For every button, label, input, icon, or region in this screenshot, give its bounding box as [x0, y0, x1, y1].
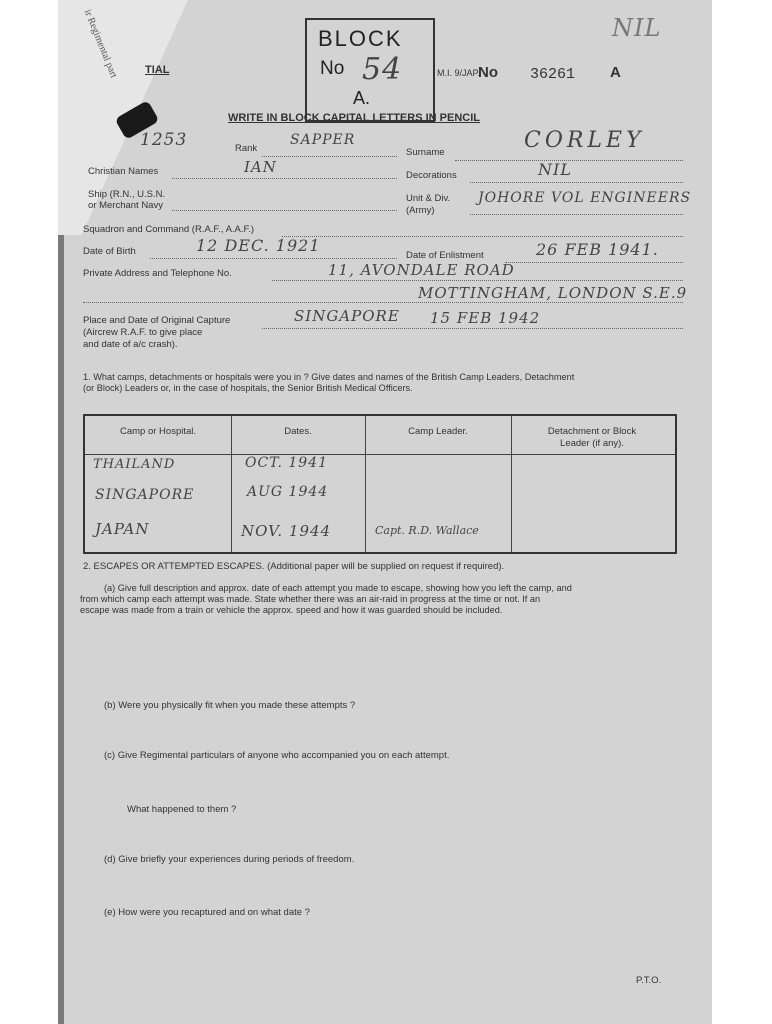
squadron-label: Squadron and Command (R.A.F., A.A.F.)	[83, 224, 255, 235]
capture-label-line2: (Aircrew R.A.F. to give place	[83, 327, 203, 338]
row3-leader: Capt. R.D. Wallace	[375, 524, 479, 537]
rank-value: SAPPER	[290, 132, 356, 148]
q2e-text: (e) How were you recaptured and on what date ?	[104, 907, 310, 918]
block-number-handwritten: 54	[362, 52, 403, 87]
mi-reference: M.I. 9/JAP/	[437, 68, 482, 78]
row1-camp: THAILAND	[93, 457, 176, 472]
serial-number: 36261	[530, 66, 576, 83]
serial-suffix: A	[610, 64, 621, 81]
christian-names-label: Christian Names	[88, 166, 159, 177]
row3-camp: JAPAN	[95, 520, 150, 538]
surname-value: CORLEY	[524, 128, 645, 153]
tial-text: TIAL	[145, 64, 170, 76]
nil-handwritten-top: NIL	[612, 14, 662, 42]
capture-label-line1: Place and Date of Original Capture	[83, 315, 231, 326]
block-label: BLOCK	[318, 26, 403, 51]
q2a-line1: (a) Give full description and approx. date of each attempt you made to escape, showing how you left the camp, and	[104, 583, 572, 593]
capture-label-line3: and date of a/c crash).	[83, 339, 178, 350]
address-label: Private Address and Telephone No.	[83, 268, 232, 279]
enlistment-label: Date of Enlistment	[406, 250, 484, 261]
instruction-heading: WRITE IN BLOCK CAPITAL LETTERS IN PENCIL	[228, 112, 480, 124]
dob-label: Date of Birth	[83, 246, 136, 257]
q2b-text: (b) Were you physically fit when you made these attempts ?	[104, 700, 356, 711]
q1-text-line1: 1. What camps, detachments or hospitals were you in ? Give dates and names of the British Camp Leaders, Detachment	[83, 372, 575, 382]
row2-date: AUG 1944	[247, 484, 329, 500]
col-header-detachment-2: Leader (if any).	[560, 438, 624, 449]
q2a-line3: escape was made from a train or vehicle the approx. speed and how it was guarded should be included.	[80, 605, 503, 615]
capture-place: SINGAPORE	[294, 307, 400, 325]
service-number-handwritten: 1253	[140, 130, 188, 150]
row3-date: NOV. 1944	[241, 522, 332, 540]
capture-date: 15 FEB 1942	[430, 309, 541, 327]
q1-text-line2: (or Block) Leaders or, in the case of hospitals, the Senior British Medical Officers.	[83, 383, 413, 393]
surname-label: Surname	[406, 147, 445, 158]
ship-label-line1: Ship (R.N., U.S.N.	[88, 189, 166, 200]
serial-no-label: No	[478, 64, 498, 81]
q2c-text: (c) Give Regimental particulars of anyone who accompanied you on each attempt.	[104, 750, 450, 761]
block-letter: A.	[353, 88, 371, 108]
rank-label: Rank	[235, 143, 258, 154]
fold-corner-text: ir Regimental part	[81, 8, 120, 80]
decorations-label: Decorations	[406, 170, 457, 181]
christian-names-value: IAN	[244, 158, 277, 176]
unit-value: JOHORE VOL ENGINEERS	[478, 190, 692, 206]
address-line1: 11, AVONDALE ROAD	[328, 261, 515, 279]
ship-label-line2: or Merchant Navy	[88, 200, 163, 211]
dob-value: 12 DEC. 1921	[196, 236, 321, 255]
block-no-label: No	[320, 58, 345, 79]
unit-label-line2: (Army)	[406, 205, 435, 216]
col-header-camp-leader: Camp Leader.	[408, 426, 468, 437]
decorations-value: NIL	[538, 160, 572, 179]
q2c-subtext: What happened to them ?	[127, 804, 237, 815]
row1-date: OCT. 1941	[245, 455, 328, 471]
col-header-camp: Camp or Hospital.	[119, 426, 197, 437]
camps-table	[83, 414, 677, 554]
enlistment-value: 26 FEB 1941.	[536, 240, 659, 259]
q2-title: 2. ESCAPES OR ATTEMPTED ESCAPES. (Additional paper will be supplied on request if required).	[83, 561, 505, 572]
address-line2: MOTTINGHAM, LONDON S.E.9	[418, 284, 688, 302]
q2d-text: (d) Give briefly your experiences during periods of freedom.	[104, 854, 355, 865]
col-header-detachment-1: Detachment or Block	[547, 426, 637, 437]
col-header-dates: Dates.	[284, 426, 312, 437]
unit-label-line1: Unit & Div.	[406, 193, 451, 204]
pto-text: P.T.O.	[636, 975, 662, 986]
q2a-line2: from which camp each attempt was made. State whether there was an air-raid in progress at the time or not. If an	[80, 594, 541, 604]
row2-camp: SINGAPORE	[95, 487, 195, 503]
